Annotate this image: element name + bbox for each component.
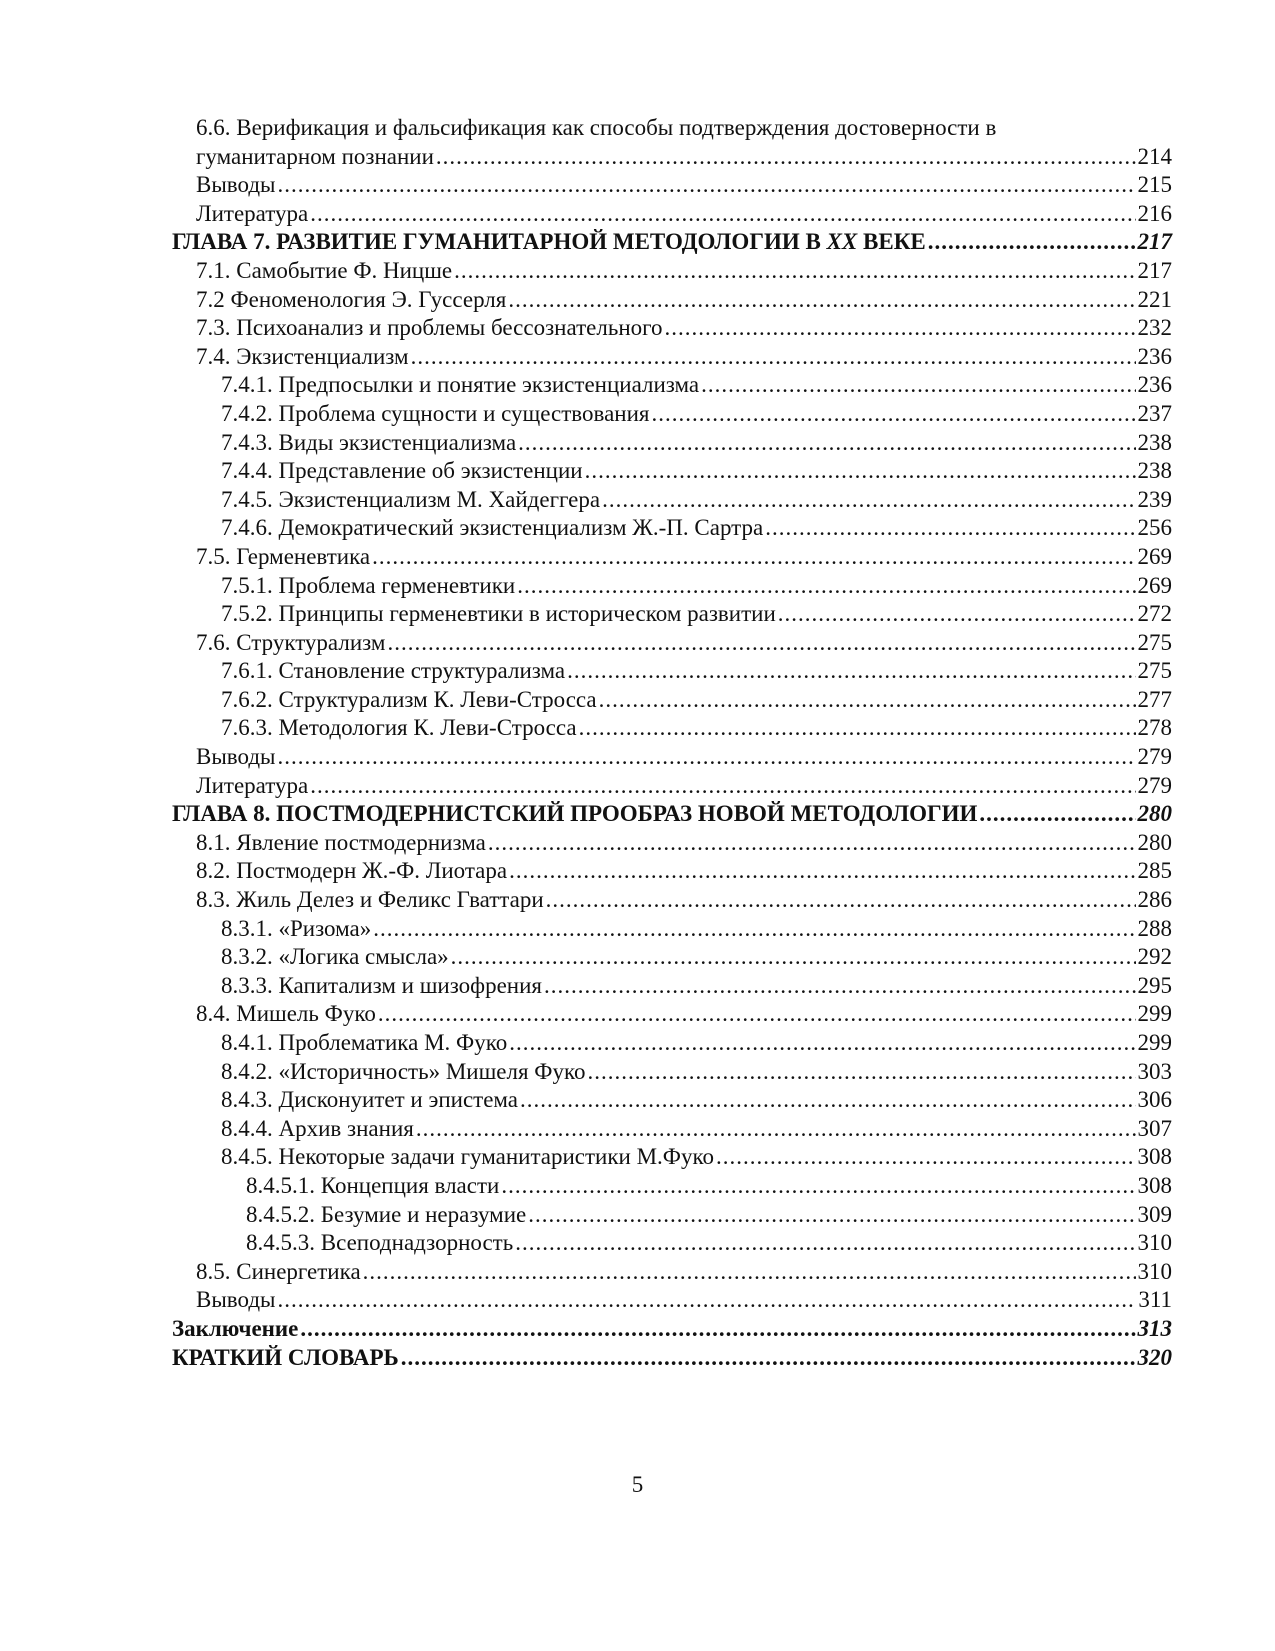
- toc-leader-dots: [509, 1029, 1135, 1058]
- toc-leader-dots: [602, 486, 1135, 515]
- toc-leader-dots: [518, 429, 1135, 458]
- toc-entry-page: 272: [1137, 601, 1172, 627]
- toc-entry-title: КРАТКИЙ СЛОВАРЬ: [172, 1344, 399, 1370]
- toc-entry-page: 307: [1137, 1115, 1172, 1141]
- toc-entry-page: 286: [1137, 887, 1172, 913]
- toc-entry-page: 288: [1137, 915, 1172, 941]
- toc-leader-dots: [310, 200, 1135, 229]
- century-numeral: XX: [826, 229, 858, 255]
- toc-leader-dots: [517, 572, 1135, 601]
- toc-leader-dots: [436, 143, 1136, 172]
- toc-entry[interactable]: [172, 143, 1172, 172]
- toc-entry-title: Литература: [196, 200, 309, 226]
- toc-entry-page: 238: [1137, 429, 1172, 455]
- toc-entry-page: 310: [1137, 1230, 1172, 1256]
- toc-entry-title: Выводы: [196, 1287, 276, 1313]
- toc-entry-page: 306: [1137, 1087, 1172, 1113]
- toc-entry[interactable]: [172, 343, 1172, 372]
- toc-entry[interactable]: [172, 1058, 1172, 1087]
- toc-entry-page: 232: [1137, 315, 1172, 341]
- toc-entry-page: 310: [1137, 1258, 1172, 1284]
- toc-entry-title: 7.4.5. Экзистенциализм М. Хайдеггера: [221, 486, 601, 512]
- toc-entry[interactable]: [172, 1201, 1172, 1230]
- toc-entry-page: 279: [1137, 772, 1172, 798]
- toc-leader-dots: [651, 400, 1135, 429]
- toc-entry-page: 309: [1137, 1201, 1172, 1227]
- toc-entry[interactable]: [172, 943, 1172, 972]
- toc-leader-dots: [387, 629, 1135, 658]
- toc-leader-dots: [373, 915, 1135, 944]
- toc-entry-page: 308: [1137, 1172, 1172, 1198]
- toc-entry[interactable]: [172, 1086, 1172, 1115]
- toc-leader-dots: [416, 1115, 1136, 1144]
- toc-entry[interactable]: [172, 486, 1172, 515]
- toc-leader-dots: [528, 1201, 1135, 1230]
- toc-entry-title: 8.4.5.2. Безумие и неразумие: [246, 1201, 527, 1227]
- toc-entry-page: 303: [1137, 1058, 1172, 1084]
- toc-entry-page: 313: [1137, 1315, 1172, 1341]
- toc-entry[interactable]: [172, 314, 1172, 343]
- toc-entry[interactable]: [172, 371, 1172, 400]
- toc-entry-page: 217: [1137, 257, 1172, 283]
- toc-entry-page: 299: [1137, 1001, 1172, 1027]
- toc-entry-page: 292: [1137, 944, 1172, 970]
- toc-entry-page: 214: [1137, 143, 1172, 169]
- toc-entry-title: 7.5.1. Проблема герменевтики: [221, 572, 516, 598]
- toc-entry-title: Выводы: [196, 172, 276, 198]
- toc-entry[interactable]: [172, 114, 1172, 143]
- toc-entry-title: ГЛАВА 7. РАЗВИТИЕ ГУМАНИТАРНОЙ МЕТОДОЛОГИИ В XX ВЕКЕ: [172, 229, 926, 255]
- toc-entry-page: 285: [1137, 858, 1172, 884]
- toc-entry[interactable]: [172, 1029, 1172, 1058]
- toc-entry-page: 275: [1137, 629, 1172, 655]
- toc-entry[interactable]: [172, 228, 1172, 257]
- toc-entry-page: 280: [1137, 801, 1172, 827]
- toc-entry-page: 311: [1138, 1287, 1172, 1313]
- toc-leader-dots: [716, 1143, 1136, 1172]
- toc-entry-title: 7.6. Структурализм: [196, 629, 386, 655]
- toc-leader-dots: [579, 714, 1136, 743]
- toc-entry[interactable]: [172, 457, 1172, 486]
- toc-entry-title: 8.4.2. «Историчность» Мишеля Фуко: [221, 1058, 586, 1084]
- toc-leader-dots: [979, 800, 1135, 829]
- toc-entry-title: 8.1. Явление постмодернизма: [196, 829, 486, 855]
- toc-leader-dots: [378, 1000, 1136, 1029]
- toc-entry[interactable]: [172, 857, 1172, 886]
- toc-entry[interactable]: [172, 572, 1172, 601]
- toc-entry-page: 299: [1137, 1030, 1172, 1055]
- toc-entry-page: 215: [1137, 172, 1172, 198]
- toc-entry-page: 277: [1137, 686, 1172, 712]
- toc-leader-dots: [363, 1258, 1136, 1287]
- toc-entry[interactable]: [172, 1115, 1172, 1144]
- toc-entry[interactable]: [172, 600, 1172, 629]
- toc-entry-page: 280: [1137, 829, 1172, 855]
- toc-entry-title: 7.6.1. Становление структурализма: [221, 658, 566, 684]
- toc-entry-title: 8.3.1. «Ризома»: [221, 915, 372, 941]
- toc-entry[interactable]: [172, 400, 1172, 429]
- toc-entry[interactable]: [172, 1258, 1172, 1287]
- toc-entry-title: Заключение: [172, 1315, 299, 1341]
- toc-leader-dots: [520, 1086, 1135, 1115]
- toc-entry-page: 308: [1137, 1144, 1172, 1170]
- toc-entry-title: гуманитарном познании: [196, 143, 434, 169]
- toc-entry[interactable]: [172, 772, 1172, 801]
- toc-entry[interactable]: [172, 1143, 1172, 1172]
- toc-entry-title: 8.4.4. Архив знания: [221, 1115, 414, 1141]
- toc-leader-dots: [928, 228, 1136, 257]
- toc-entry-title: 7.5.2. Принципы герменевтики в историческом развитии: [221, 601, 776, 627]
- toc-entry[interactable]: [172, 800, 1172, 829]
- toc-leader-dots: [701, 371, 1135, 400]
- toc-entry-title: 8.4.3. Дисконуитет и эпистема: [221, 1087, 519, 1113]
- toc-entry-title: 8.3.3. Капитализм и шизофрения: [221, 972, 542, 998]
- toc-leader-dots: [300, 1315, 1135, 1344]
- toc-leader-dots: [599, 686, 1136, 715]
- toc-entry-page: 295: [1137, 972, 1172, 998]
- toc-entry[interactable]: [172, 514, 1172, 543]
- toc-entry[interactable]: [172, 429, 1172, 458]
- toc-entry-title: 7.4.4. Представление об экзистенции: [221, 458, 583, 484]
- toc-entry-page: 278: [1137, 715, 1172, 741]
- toc-entry-title: 8.3. Жиль Делез и Феликс Гваттари: [196, 887, 544, 913]
- toc-entry-page: 269: [1137, 543, 1172, 569]
- toc-entry-page: 236: [1137, 343, 1172, 369]
- toc-entry-page: 269: [1137, 572, 1172, 598]
- toc-entry-page: 216: [1137, 200, 1172, 226]
- toc-entry[interactable]: [172, 657, 1172, 686]
- toc-entry[interactable]: [172, 686, 1172, 715]
- toc-entry-title: 8.2. Постмодерн Ж.-Ф. Лиотара: [196, 858, 508, 884]
- toc-entry-page: 275: [1137, 658, 1172, 684]
- toc-entry[interactable]: [172, 972, 1172, 1001]
- toc-leader-dots: [310, 772, 1135, 801]
- toc-entry[interactable]: [172, 1229, 1172, 1258]
- toc-entry-page: 239: [1137, 486, 1172, 512]
- toc-leader-dots: [515, 1229, 1135, 1258]
- toc-leader-dots: [278, 1286, 1137, 1315]
- toc-entry-page: 217: [1137, 229, 1172, 255]
- toc-entry-title: Литература: [196, 772, 309, 798]
- toc-leader-dots: [278, 743, 1136, 772]
- toc-leader-dots: [778, 600, 1136, 629]
- toc-entry-title: 6.6. Верификация и фальсификация как способы подтверждения достоверности в: [196, 115, 997, 140]
- toc-leader-dots: [278, 171, 1136, 200]
- toc-entry-title: 8.4.1. Проблематика М. Фуко: [221, 1030, 508, 1055]
- toc-leader-dots: [544, 972, 1136, 1001]
- page-number: 5: [631, 1472, 644, 1497]
- toc-entry[interactable]: [172, 629, 1172, 658]
- toc-entry-page: 279: [1137, 744, 1172, 770]
- toc-entry[interactable]: [172, 829, 1172, 858]
- toc-entry-title: 7.5. Герменевтика: [196, 543, 371, 569]
- toc-entry[interactable]: [172, 743, 1172, 772]
- toc-entry[interactable]: [172, 286, 1172, 315]
- toc-leader-dots: [508, 286, 1135, 315]
- toc-leader-dots: [372, 543, 1135, 572]
- table-of-contents: [172, 114, 1172, 1372]
- toc-entry-page: 221: [1137, 286, 1172, 312]
- toc-entry[interactable]: [172, 886, 1172, 915]
- toc-entry[interactable]: [172, 1344, 1172, 1373]
- toc-entry-title: 8.3.2. «Логика смысла»: [221, 944, 449, 970]
- toc-entry[interactable]: [172, 257, 1172, 286]
- toc-entry[interactable]: [172, 915, 1172, 944]
- toc-leader-dots: [401, 1344, 1136, 1373]
- toc-entry-page: 256: [1137, 515, 1172, 541]
- toc-leader-dots: [665, 314, 1136, 343]
- toc-entry[interactable]: [172, 1172, 1172, 1201]
- toc-entry-title: 7.4. Экзистенциализм: [196, 343, 409, 369]
- toc-entry[interactable]: [172, 1000, 1172, 1029]
- toc-entry-title: ГЛАВА 8. ПОСТМОДЕРНИСТСКИЙ ПРООБРАЗ НОВОЙ МЕТОДОЛОГИИ: [172, 801, 978, 827]
- toc-entry-title: 7.4.1. Предпосылки и понятие экзистенциализма: [221, 372, 700, 398]
- toc-entry[interactable]: [172, 171, 1172, 200]
- toc-entry-page: 236: [1137, 372, 1172, 398]
- toc-entry-title: 8.4.5.1. Концепция власти: [246, 1172, 500, 1198]
- toc-leader-dots: [765, 514, 1135, 543]
- toc-leader-dots: [451, 943, 1136, 972]
- toc-entry-title: 7.4.6. Демократический экзистенциализм Ж.-П. Сартра: [221, 515, 764, 541]
- toc-leader-dots: [588, 1058, 1136, 1087]
- toc-entry[interactable]: [172, 1286, 1172, 1315]
- toc-entry-title: 7.6.3. Методология К. Леви-Стросса: [221, 715, 577, 741]
- toc-entry-title: 7.1. Самобытие Ф. Ницше: [196, 257, 453, 283]
- toc-entry-title: 7.3. Психоанализ и проблемы бессознательного: [196, 315, 663, 341]
- toc-entry-title: 7.4.3. Виды экзистенциализма: [221, 429, 517, 455]
- toc-entry[interactable]: [172, 1315, 1172, 1344]
- toc-entry-page: 238: [1137, 458, 1172, 484]
- toc-entry[interactable]: [172, 543, 1172, 572]
- toc-leader-dots: [585, 457, 1136, 486]
- toc-entry[interactable]: [172, 714, 1172, 743]
- toc-leader-dots: [546, 886, 1136, 915]
- toc-entry-page: 237: [1137, 400, 1172, 426]
- toc-leader-dots: [567, 657, 1135, 686]
- toc-entry-title: 7.6.2. Структурализм К. Леви-Стросса: [221, 686, 597, 712]
- toc-entry-page: 320: [1137, 1344, 1172, 1370]
- toc-entry-title: 8.4.5. Некоторые задачи гуманитаристики М.Фуко: [221, 1144, 714, 1170]
- toc-entry-title: Выводы: [196, 744, 276, 770]
- toc-entry-title: 7.4.2. Проблема сущности и существования: [221, 400, 650, 426]
- toc-entry-title: 8.4. Мишель Фуко: [196, 1001, 376, 1027]
- toc-leader-dots: [509, 857, 1135, 886]
- toc-entry-title: 8.4.5.3. Всеподнадзорность: [246, 1230, 514, 1256]
- toc-leader-dots: [501, 1172, 1135, 1201]
- toc-leader-dots: [488, 829, 1136, 858]
- toc-entry-title: 7.2 Феноменология Э. Гуссерля: [196, 286, 507, 312]
- toc-entry[interactable]: [172, 200, 1172, 229]
- toc-entry-title: 8.5. Синергетика: [196, 1258, 361, 1284]
- toc-leader-dots: [411, 343, 1136, 372]
- toc-leader-dots: [454, 257, 1135, 286]
